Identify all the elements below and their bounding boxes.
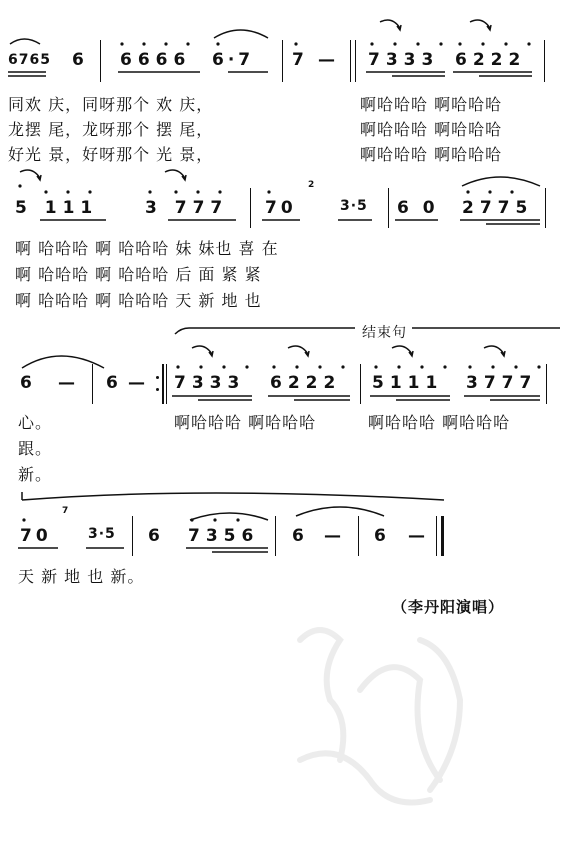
note-group: 6222 [270, 373, 342, 393]
lyric-line: 啊哈哈哈 啊哈哈哈 [360, 120, 503, 139]
lyric-line: 好光 景，好呀那个 光 景， [8, 145, 214, 164]
lyric-line: 啊哈哈哈 啊哈哈哈 [360, 95, 503, 114]
note-group: 6·7 [212, 50, 255, 70]
lyric-line: 啊 哈哈哈 啊 哈哈哈 妹 妹也 喜 在 [15, 239, 279, 258]
note-group: 70 [265, 198, 297, 218]
section-label: 结束句 [358, 322, 411, 342]
note-group: 2775 [462, 198, 534, 218]
note-group: — [58, 373, 76, 393]
note-group: 6 [148, 526, 161, 546]
note-group: 6 [292, 526, 305, 546]
lyric-line: 跟。 [18, 439, 53, 458]
note-group: 7 [292, 50, 305, 70]
lyric-line: 心。 [18, 413, 53, 432]
note-group: 70 [20, 526, 52, 546]
note-group: 6 0 [397, 198, 439, 218]
note-group: 7333 [174, 373, 246, 393]
lyric-line: 啊 哈哈哈 啊 哈哈哈 天 新 地 也 [15, 291, 262, 310]
note-group: — [318, 50, 336, 70]
note-group: 6765 [8, 52, 51, 68]
lyric-line: 天 新 地 也 新。 [18, 567, 145, 586]
lyric-line: 啊哈哈哈 啊哈哈哈 [174, 413, 317, 432]
lyric-line: 龙摆 尾，龙呀那个 摆 尾， [8, 120, 214, 139]
note-group: 6 [106, 373, 119, 393]
lyric-line: 新。 [18, 465, 53, 484]
lyric-line: 啊 哈哈哈 啊 哈哈哈 后 面 紧 紧 [15, 265, 262, 284]
grace-note: 2 [308, 180, 315, 190]
note-group: — [324, 526, 342, 546]
note-group: 3 777 [145, 198, 229, 218]
note-group: 6666 [120, 50, 192, 70]
grace-note: 7 [62, 506, 69, 516]
note-group: 5111 [372, 373, 444, 393]
note-group: 6 [72, 50, 85, 70]
note-group: 6 [374, 526, 387, 546]
credit: （李丹阳演唱） [392, 598, 505, 616]
note-group: — [408, 526, 426, 546]
note-group: 7356 [188, 526, 260, 546]
note-group: 3·5 [88, 526, 116, 542]
note-group: 5 111 [15, 198, 99, 218]
note-group: 6 [20, 373, 33, 393]
note-group: 6222 [455, 50, 527, 70]
lyric-line: 啊哈哈哈 啊哈哈哈 [368, 413, 511, 432]
note-group: — [128, 373, 146, 393]
note-group: 7333 [368, 50, 440, 70]
note-group: 3·5 [340, 198, 368, 214]
lyric-line: 啊哈哈哈 啊哈哈哈 [360, 145, 503, 164]
note-group: 3777 [466, 373, 538, 393]
lyric-line: 同欢 庆，同呀那个 欢 庆， [8, 95, 214, 114]
